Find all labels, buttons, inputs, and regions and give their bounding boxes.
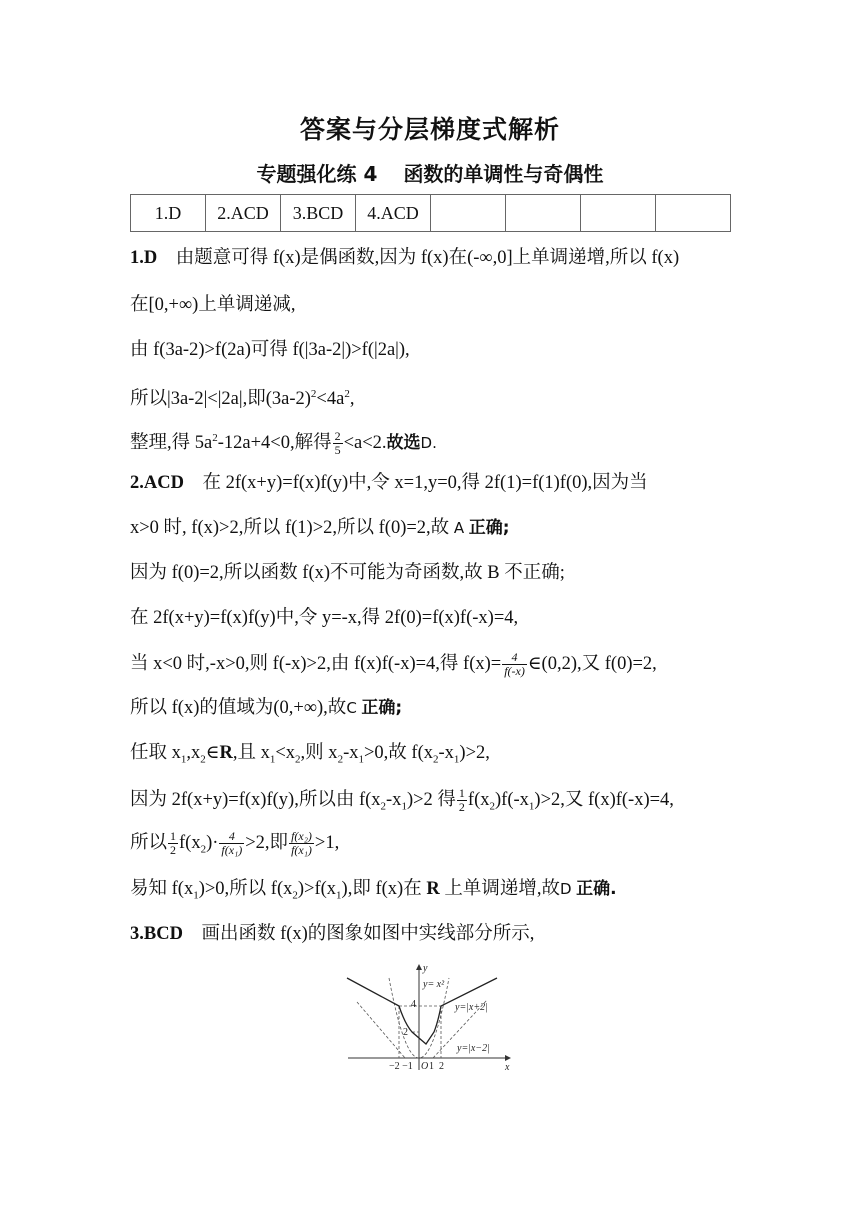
label-abs-x-plus-2: y=|x+2| xyxy=(455,1002,488,1013)
answer-cell-2: 2.ACD xyxy=(206,195,281,232)
fraction: $\frac{\text{f(x₂)}}{\text{f(x₁)}}$ xyxy=(291,829,312,857)
answer-cell-4: 4.ACD xyxy=(356,195,431,232)
answer-cell-8 xyxy=(656,195,731,232)
s1-line-5: 整理,得 $5a^2-12a+4<0$,解得 $\frac{2}{5}$ <a<2.故选D. xyxy=(130,429,437,458)
section-number: 专题强化练 4 xyxy=(256,162,378,186)
s2-line-8: 因为 2f(x+y)=f(x)f(y),所以由 $f(x_2-x_1)>2$ 得 $\frac{1}{2}$ $f(x_2)f(-x_1)>2$,又 f(x)f(-x)=4, xyxy=(130,786,674,814)
x-axis-arrow xyxy=(505,1055,511,1061)
answer-cell-6 xyxy=(506,195,581,232)
s2-line-7: 任取 $x_1,x_2\in R$,且 $x_1<x_2$,则 $x_2-x_1>0$,故 $f(x_2-x_1)>2$, xyxy=(130,743,490,766)
s2-label: 2.ACD xyxy=(130,473,184,493)
s3-line-1: 3.BCD 画出函数 f(x)的图象如图中实线部分所示, xyxy=(130,924,535,944)
answer-cell-5 xyxy=(431,195,506,232)
s1-line-3: 由 f(3a-2)>f(2a)可得 f(|3a-2|)>f(|2a|), xyxy=(130,340,410,360)
s2-line-9: 所以 $\frac{1}{2}$ $f(x_2)\cdot$ $\frac{4}{\text{f(x₁)}}$ >2,即 $\frac{\text{f(x₂)}}{\text{f(x₁)}}$ >1, xyxy=(130,829,340,857)
answer-table xyxy=(130,194,731,232)
fraction: $\frac{2}{5}$ xyxy=(334,429,341,458)
s3-label: 3.BCD xyxy=(130,924,183,944)
s2-line-1: 2.ACD 在 2f(x+y)=f(x)f(y)中,令 x=1,y=0,得 2f(1)=f(1)f(0),因为当 xyxy=(130,473,648,493)
s2-line-3: 因为 f(0)=2,所以函数 f(x)不可能为奇函数,故 B 不正确; xyxy=(130,563,565,583)
tick-1: 1 xyxy=(429,1061,434,1072)
s2-line-2: x>0 时, f(x)>2,所以 f(1)>2,所以 f(0)=2,故 A 正确; xyxy=(130,518,510,538)
page-title: 答案与分层梯度式解析 xyxy=(299,115,560,144)
tick-2-x: 2 xyxy=(439,1061,444,1072)
s2-line-6: 所以 f(x)的值域为(0,+∞),故C 正确; xyxy=(130,698,403,718)
answer-cell-1: 1.D xyxy=(131,195,206,232)
s1-label: 1.D xyxy=(130,248,158,268)
fraction: $\frac{4}{f(-x)}$ xyxy=(504,650,525,678)
answer-row xyxy=(131,195,731,232)
label-abs-x-minus-2: y=|x−2| xyxy=(457,1043,490,1054)
fraction: $\frac{1}{2}$ xyxy=(458,786,465,814)
s2-line-4: 在 2f(x+y)=f(x)f(y)中,令 y=-x,得 2f(0)=f(x)f(-x)=4, xyxy=(130,608,519,628)
answer-cell-7 xyxy=(581,195,656,232)
s2-line-10: 易知 $f(x_1)>0$,所以 $f(x_2)>f(x_1)$,即 f(x)在 R 上单调递增,故D 正确. xyxy=(130,879,617,902)
tick-neg: −2 −1 xyxy=(389,1061,413,1072)
origin-label: O xyxy=(421,1061,429,1072)
tick-4: 4 xyxy=(411,999,416,1010)
fraction: $\frac{1}{2}$ xyxy=(170,829,177,857)
y-axis-label: y xyxy=(423,963,428,974)
section-title xyxy=(0,158,860,187)
tick-2: 2 xyxy=(403,1027,408,1038)
x-axis-label: x xyxy=(505,1062,510,1073)
answer-cell-3: 3.BCD xyxy=(281,195,356,232)
s2-line-5: 当 x<0 时,-x>0,则 f(-x)>2,由 f(x)f(-x)=4,得 f(x)= $\frac{4}{f(-x)}$ ∈(0,2),又 f(0)=2, xyxy=(130,650,657,678)
s1-line-4: 所以|3a-2|<|2a|,即$(3a-2)^2<4a^2$, xyxy=(130,388,355,410)
s1-line-2: 在[0,+∞)上单调递减, xyxy=(130,295,296,315)
abs-plus-dashed xyxy=(357,1002,405,1058)
function-graph xyxy=(345,962,520,1074)
label-x-squared: y= x² xyxy=(423,979,445,990)
y-axis-arrow xyxy=(416,964,422,970)
fraction: $\frac{4}{\text{f(x₁)}}$ xyxy=(221,829,243,857)
s1-line-1: 1.D 由题意可得 f(x)是偶函数,因为 f(x)在(-∞,0]上单调递增,所以 f(x) xyxy=(130,248,680,268)
section-topic: 函数的单调性与奇偶性 xyxy=(403,162,604,186)
